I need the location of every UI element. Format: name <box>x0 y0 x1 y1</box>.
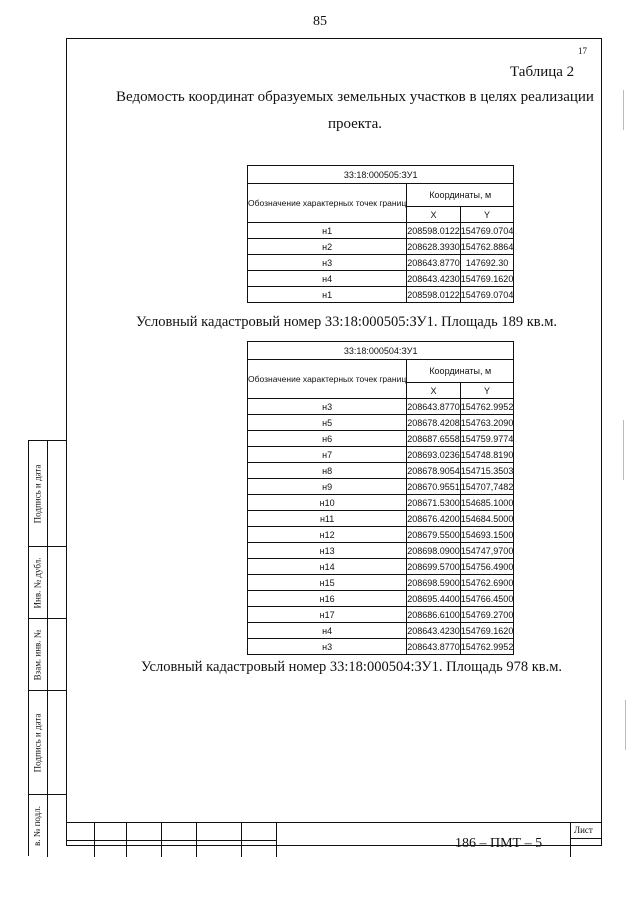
y-value: 154763.2090 <box>460 415 514 431</box>
point-name: н14 <box>248 559 407 575</box>
left-stamp-strip <box>28 440 66 856</box>
side-label-inv-dubl: Инв. № дубл. <box>32 557 42 608</box>
x-value: 208643.8770 <box>407 639 461 655</box>
x-value: 208643.4230 <box>407 271 461 287</box>
point-name: н15 <box>248 575 407 591</box>
x-value: 208698.0900 <box>407 543 461 559</box>
x-value: 208643.8770 <box>407 255 461 271</box>
y-value: 154684.5000 <box>460 511 514 527</box>
table-row <box>248 527 514 543</box>
x-value: 208670.9551 <box>407 479 461 495</box>
table-row <box>248 559 514 575</box>
y-value: 154769.0704 <box>460 287 514 303</box>
x-value: 208687.6558 <box>407 431 461 447</box>
table-row <box>248 415 514 431</box>
x-value: 208671.5300 <box>407 495 461 511</box>
y-value: 154769.0704 <box>460 223 514 239</box>
strip-cell-1 <box>29 441 67 547</box>
x-value: 208686.6100 <box>407 607 461 623</box>
point-name: н12 <box>248 527 407 543</box>
strip-cell-3 <box>29 619 67 691</box>
x-value: 208678.9054 <box>407 463 461 479</box>
x-value: 208628.3930 <box>407 239 461 255</box>
y-value: 154762.8864 <box>460 239 514 255</box>
point-name: н16 <box>248 591 407 607</box>
y-value: 154707,7482 <box>460 479 514 495</box>
table-row <box>248 495 514 511</box>
x-value: 208698.5900 <box>407 575 461 591</box>
table-row <box>248 543 514 559</box>
point-name: н4 <box>248 623 407 639</box>
document-title: Ведомость координат образуемых земельных участков в целях реализации проекта. <box>116 89 594 132</box>
x-value: 208678.4208 <box>407 415 461 431</box>
table-row <box>248 271 514 287</box>
point-name: н2 <box>248 239 407 255</box>
table-row <box>248 639 514 655</box>
table-row <box>248 287 514 303</box>
header-coordinates: Координаты, м <box>407 184 514 207</box>
y-value: 154762.9952 <box>460 639 514 655</box>
point-name: н3 <box>248 399 407 415</box>
table-label: Таблица 2 <box>510 64 575 80</box>
strip-cell-5 <box>29 795 67 857</box>
x-value: 208643.8770 <box>407 399 461 415</box>
header-designation: Обозначение характерных точек границ <box>248 184 407 223</box>
point-name: н5 <box>248 415 407 431</box>
x-value: 208693.0236 <box>407 447 461 463</box>
table-row <box>248 239 514 255</box>
caption-504: Условный кадастровый номер 33:18:000504:ЗУ1. Площадь 978 кв.м. <box>141 659 563 675</box>
x-value: 208643.4230 <box>407 623 461 639</box>
y-value: 154769.1620 <box>460 623 514 639</box>
table-row <box>248 255 514 271</box>
point-name: н17 <box>248 607 407 623</box>
table-row <box>248 591 514 607</box>
table-id: 33:18:000504:ЗУ1 <box>248 342 514 360</box>
side-label-signature-date: Подпись и дата <box>32 464 42 523</box>
y-value: 154759.9774 <box>460 431 514 447</box>
header-x: X <box>407 383 461 399</box>
coordinates-table-504 <box>247 341 514 655</box>
point-name: н11 <box>248 511 407 527</box>
point-name: н3 <box>248 255 407 271</box>
y-value: 154762.6900 <box>460 575 514 591</box>
table-row <box>248 575 514 591</box>
y-value: 154715.3503 <box>460 463 514 479</box>
point-name: н9 <box>248 479 407 495</box>
strip-cell-4 <box>29 691 67 795</box>
strip-cell-2 <box>29 547 67 619</box>
table-row <box>248 623 514 639</box>
table-row <box>248 607 514 623</box>
header-x: X <box>407 207 461 223</box>
x-value: 208598.0122 <box>407 223 461 239</box>
table-row <box>248 479 514 495</box>
y-value: 154756.4900 <box>460 559 514 575</box>
x-value: 208695.4400 <box>407 591 461 607</box>
point-name: н4 <box>248 271 407 287</box>
coordinates-table-505 <box>247 165 514 303</box>
y-value: 154685.1000 <box>460 495 514 511</box>
y-value: 154748.8190 <box>460 447 514 463</box>
y-value: 154769.1620 <box>460 271 514 287</box>
table-row <box>248 463 514 479</box>
y-value: 154769.2700 <box>460 607 514 623</box>
header-y: Y <box>460 383 514 399</box>
sheet-label: Лист <box>574 825 593 835</box>
point-name: н1 <box>248 287 407 303</box>
side-label-vzam-inv: Взам. инв. № <box>32 629 42 680</box>
point-name: н6 <box>248 431 407 447</box>
page-number: 85 <box>313 14 327 29</box>
caption-505: Условный кадастровый номер 33:18:000505:ЗУ1. Площадь 189 кв.м. <box>136 314 558 330</box>
x-value: 208699.5700 <box>407 559 461 575</box>
header-coordinates: Координаты, м <box>407 360 514 383</box>
point-name: н10 <box>248 495 407 511</box>
table-id: 33:18:000505:ЗУ1 <box>248 166 514 184</box>
table-row <box>248 447 514 463</box>
x-value: 208679.5500 <box>407 527 461 543</box>
y-value: 147692.30 <box>460 255 514 271</box>
point-name: н7 <box>248 447 407 463</box>
header-designation: Обозначение характерных точек границ <box>248 360 407 399</box>
y-value: 154747,9700 <box>460 543 514 559</box>
header-y: Y <box>460 207 514 223</box>
y-value: 154762.9952 <box>460 399 514 415</box>
table-row <box>248 511 514 527</box>
x-value: 208676.4200 <box>407 511 461 527</box>
point-name: н3 <box>248 639 407 655</box>
table-row <box>248 223 514 239</box>
document-code: 186 – ПМТ – 5 <box>455 836 543 851</box>
y-value: 154766.4500 <box>460 591 514 607</box>
point-name: н8 <box>248 463 407 479</box>
point-name: н1 <box>248 223 407 239</box>
side-label-signature-date-2: Подпись и дата <box>32 713 42 772</box>
side-label-inv-podl: в. № подл. <box>32 806 42 846</box>
table-row <box>248 399 514 415</box>
x-value: 208598.0122 <box>407 287 461 303</box>
table-row <box>248 431 514 447</box>
point-name: н13 <box>248 543 407 559</box>
y-value: 154693.1500 <box>460 527 514 543</box>
sheet-number-small: 17 <box>578 46 587 56</box>
